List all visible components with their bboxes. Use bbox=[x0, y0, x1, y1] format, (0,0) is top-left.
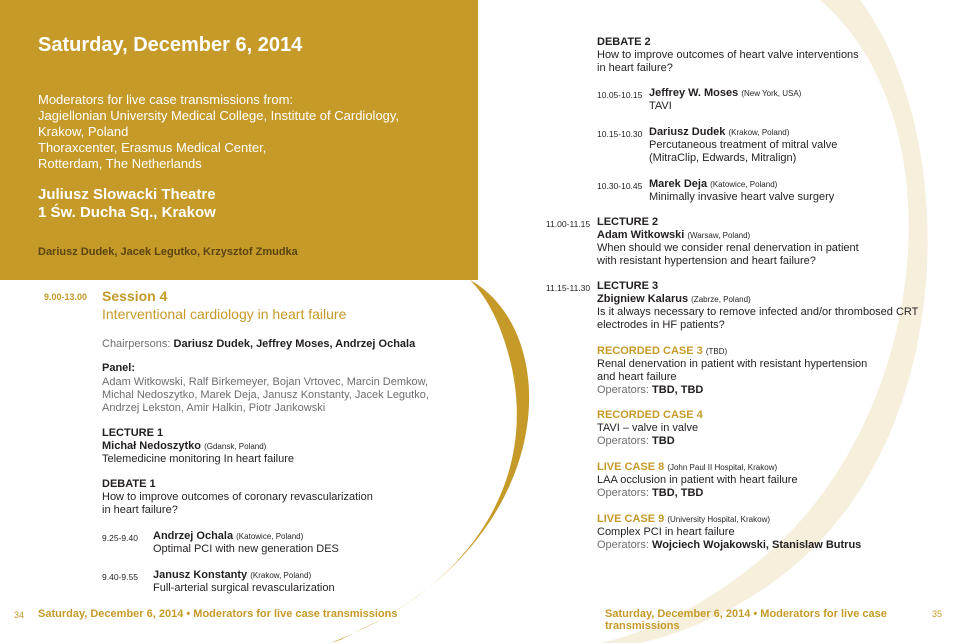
lecture1-speaker: Michał Nedoszytko bbox=[102, 440, 202, 452]
talk4-title bbox=[649, 139, 837, 165]
session-title: Session 4 bbox=[102, 288, 168, 304]
lecture3-affiliation: (Zabrze, Poland) bbox=[691, 295, 751, 304]
debate2-line: How to improve outcomes of heart valve interventions bbox=[597, 49, 859, 61]
talk3-speaker-line bbox=[649, 87, 801, 100]
talk3-time: 10.05-10.15 bbox=[597, 90, 643, 100]
talk4-affiliation: (Krakow, Poland) bbox=[728, 128, 790, 137]
debate2-label: DEBATE 2 bbox=[597, 36, 651, 48]
debate1-line: in heart failure? bbox=[102, 504, 178, 516]
talk5-speaker: Marek Deja bbox=[649, 178, 708, 190]
live-case8-operators bbox=[597, 487, 703, 500]
lecture1-title: Telemedicine monitoring In heart failure bbox=[102, 453, 294, 465]
live-case8-operator-names: TBD, TBD bbox=[652, 487, 704, 499]
operators-label: Operators: bbox=[597, 384, 649, 396]
operators-label: Operators: bbox=[597, 539, 649, 551]
recorded-case3-title bbox=[597, 358, 867, 384]
talk4-speaker-line bbox=[649, 126, 789, 139]
panel-label: Panel: bbox=[102, 362, 136, 374]
lecture3-speaker-line bbox=[597, 293, 751, 306]
talk4-speaker: Dariusz Dudek bbox=[649, 126, 726, 138]
page-number-left: 34 bbox=[14, 610, 25, 620]
lecture3-speaker: Zbigniew Kalarus bbox=[597, 293, 689, 305]
talk4-time: 10.15-10.30 bbox=[597, 129, 643, 139]
talk3-title: TAVI bbox=[649, 100, 672, 112]
lecture2-label: LECTURE 2 bbox=[597, 216, 659, 228]
talk1-time: 9.25-9.40 bbox=[102, 533, 138, 543]
operators-label: Operators: bbox=[597, 435, 649, 447]
lecture3-title bbox=[597, 306, 918, 332]
talk1-affiliation: (Katowice, Poland) bbox=[236, 532, 304, 541]
recorded-case3-line: Renal denervation in patient with resistant hypertension bbox=[597, 358, 868, 370]
chairpersons-label: Chairpersons: bbox=[102, 338, 171, 350]
lecture3-line: electrodes in HF patients? bbox=[597, 319, 725, 331]
talk2-speaker: Janusz Konstanty bbox=[153, 569, 248, 581]
talk4-line: (MitraClip, Edwards, Mitralign) bbox=[649, 152, 797, 164]
lecture1-speaker-line bbox=[102, 440, 266, 453]
moderators-line: Moderators for live case transmissions from: bbox=[38, 92, 294, 107]
recorded-case4-operators bbox=[597, 435, 675, 448]
debate1-label: DEBATE 1 bbox=[102, 478, 156, 490]
recorded-case3-operators bbox=[597, 384, 703, 397]
talk2-time: 9.40-9.55 bbox=[102, 572, 138, 582]
talk2-speaker-line bbox=[153, 569, 311, 582]
moderators-line: Thoraxcenter, Erasmus Medical Center, bbox=[38, 140, 267, 155]
right-page bbox=[480, 0, 960, 643]
live-case9-header bbox=[597, 513, 770, 526]
page-number-right: 35 bbox=[932, 609, 943, 619]
live-case9-tag: (University Hospital, Krakow) bbox=[667, 515, 771, 524]
lecture3-line: Is it always necessary to remove infected and/or thrombosed CRT bbox=[597, 306, 919, 318]
talk2-title: Full-arterial surgical revascularization bbox=[153, 582, 335, 594]
talk5-title: Minimally invasive heart valve surgery bbox=[649, 191, 835, 203]
recorded-case3-tag: (TBD) bbox=[705, 347, 728, 356]
chairpersons bbox=[102, 338, 415, 351]
live-case8-label: LIVE CASE 8 bbox=[597, 461, 665, 473]
live-case9-title: Complex PCI in heart failure bbox=[597, 526, 735, 538]
recorded-case3-operator-names: TBD, TBD bbox=[652, 384, 704, 396]
moderators-line: Krakow, Poland bbox=[38, 124, 129, 139]
moderators-line: Jagiellonian University Medical College, Institute of Cardiology, bbox=[38, 108, 400, 123]
debate1-line: How to improve outcomes of coronary revascularization bbox=[102, 491, 373, 503]
recorded-case3-header bbox=[597, 345, 727, 358]
talk3-affiliation: (New York, USA) bbox=[741, 89, 802, 98]
live-case9-operator-names: Wojciech Wojakowski, Stanislaw Butrus bbox=[652, 539, 862, 551]
talk5-affiliation: (Katowice, Poland) bbox=[710, 180, 778, 189]
moderators-line: Rotterdam, The Netherlands bbox=[38, 156, 202, 171]
lecture2-speaker-line bbox=[597, 229, 750, 242]
venue-name: Juliusz Slowacki Theatre bbox=[38, 186, 216, 203]
talk1-speaker: Andrzej Ochala bbox=[153, 530, 234, 542]
lecture2-line: with resistant hypertension and heart failure? bbox=[597, 255, 816, 267]
live-case9-operators bbox=[597, 539, 861, 552]
debate2-question bbox=[597, 49, 859, 75]
talk5-time: 10.30-10.45 bbox=[597, 181, 643, 191]
lecture1-affiliation: (Gdansk, Poland) bbox=[204, 442, 267, 451]
organizers: Dariusz Dudek, Jacek Legutko, Krzysztof Zmudka bbox=[38, 246, 298, 258]
lecture2-line: When should we consider renal denervation in patient bbox=[597, 242, 859, 254]
talk4-line: Percutaneous treatment of mitral valve bbox=[649, 139, 838, 151]
recorded-case3-line: and heart failure bbox=[597, 371, 677, 383]
panel-line: Andrzej Lekston, Amir Halkin, Piotr Jankowski bbox=[102, 402, 326, 414]
live-case8-title: LAA occlusion in patient with heart failure bbox=[597, 474, 798, 486]
live-case8-header bbox=[597, 461, 777, 474]
panel-members bbox=[102, 376, 429, 415]
talk3-speaker: Jeffrey W. Moses bbox=[649, 87, 739, 99]
operators-label: Operators: bbox=[597, 487, 649, 499]
lecture1-label: LECTURE 1 bbox=[102, 427, 164, 439]
panel-line: Adam Witkowski, Ralf Birkemeyer, Bojan Vrtovec, Marcin Demkow, bbox=[102, 376, 429, 388]
talk2-affiliation: (Krakow, Poland) bbox=[250, 571, 312, 580]
panel-line: Michal Nedoszytko, Marek Deja, Janusz Konstanty, Jacek Legutko, bbox=[102, 389, 429, 401]
debate1-question bbox=[102, 491, 373, 517]
talk5-speaker-line bbox=[649, 178, 777, 191]
lecture2-time: 11.00-11.15 bbox=[546, 219, 591, 229]
recorded-case4-title: TAVI – valve in valve bbox=[597, 422, 699, 434]
talk1-title: Optimal PCI with new generation DES bbox=[153, 543, 339, 555]
lecture2-title bbox=[597, 242, 859, 268]
talk1-speaker-line bbox=[153, 530, 303, 543]
session-subtitle: Interventional cardiology in heart failure bbox=[102, 306, 347, 322]
footer-right: Saturday, December 6, 2014 • Moderators for live case transmissions bbox=[605, 608, 887, 632]
recorded-case4-label: RECORDED CASE 4 bbox=[597, 409, 703, 421]
live-case8-tag: (John Paul II Hospital, Krakow) bbox=[667, 463, 778, 472]
lecture3-time: 11.15-11.30 bbox=[546, 283, 591, 293]
venue-address: 1 Św. Ducha Sq., Krakow bbox=[38, 204, 216, 221]
chairpersons-names: Dariusz Dudek, Jeffrey Moses, Andrzej Ochala bbox=[173, 338, 416, 350]
footer-left: Saturday, December 6, 2014 • Moderators for live case transmissions bbox=[38, 608, 398, 620]
session-time: 9.00-13.00 bbox=[44, 292, 88, 302]
lecture3-label: LECTURE 3 bbox=[597, 280, 659, 292]
recorded-case3-label: RECORDED CASE 3 bbox=[597, 345, 703, 357]
lecture2-affiliation: (Warsaw, Poland) bbox=[687, 231, 751, 240]
page-date-title: Saturday, December 6, 2014 bbox=[38, 34, 303, 56]
debate2-line: in heart failure? bbox=[597, 62, 673, 74]
lecture2-speaker: Adam Witkowski bbox=[597, 229, 685, 241]
live-case9-label: LIVE CASE 9 bbox=[597, 513, 665, 525]
recorded-case4-operator-names: TBD bbox=[652, 435, 675, 447]
